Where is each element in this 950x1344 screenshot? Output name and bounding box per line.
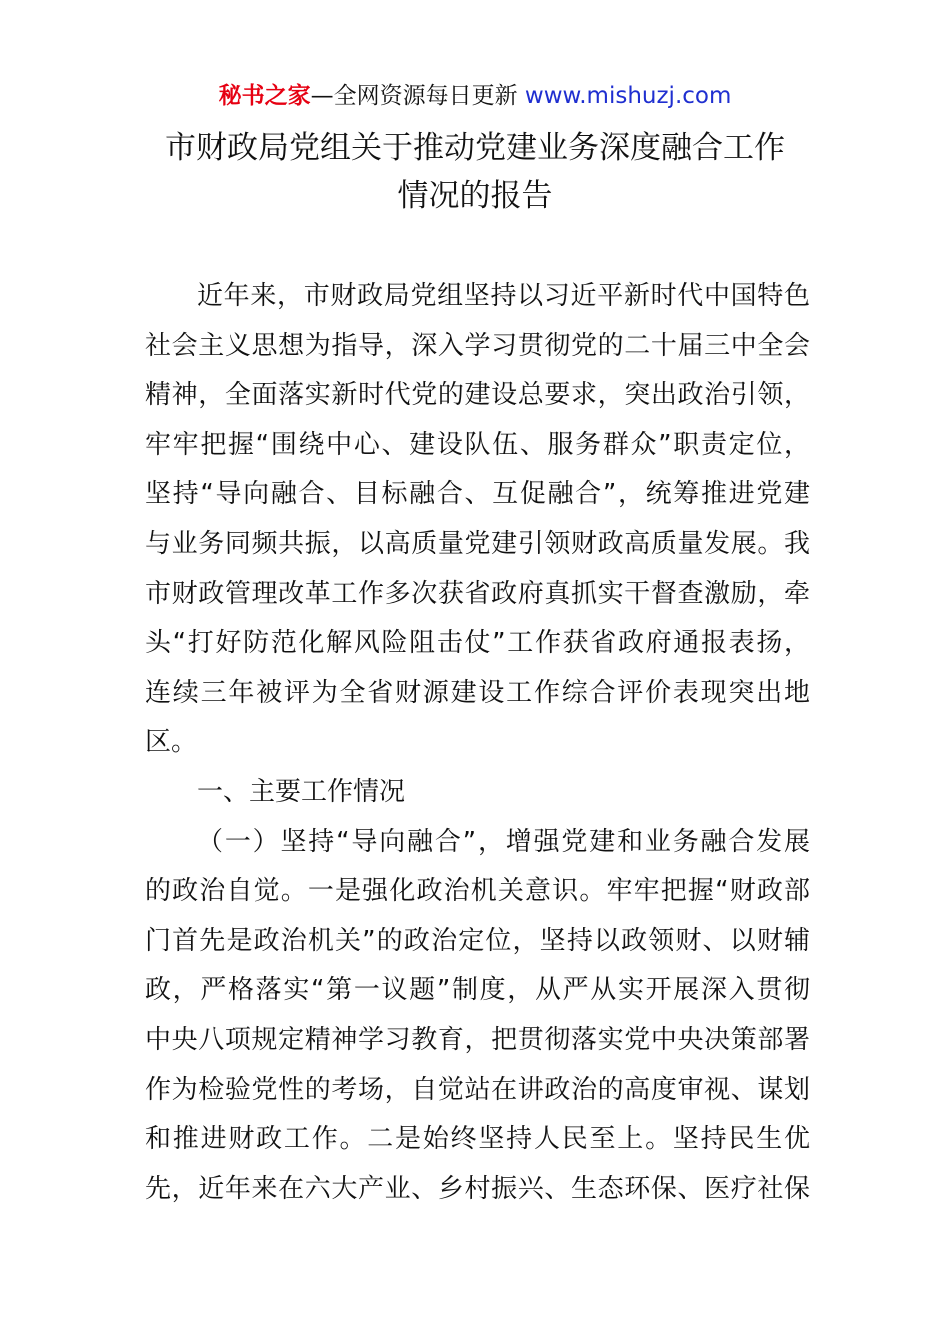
paragraph-intro-line: 市财政管理改革工作多次获省政府真抓实干督查激励，牵: [145, 578, 810, 609]
section-heading: 一、主要工作情况: [197, 776, 406, 807]
paragraph-intro-line: 区。: [145, 727, 198, 758]
paragraph-section-line: 中央八项规定精神学习教育，把贯彻落实党中央决策部署: [145, 1024, 810, 1055]
paragraph-intro-line: 近年来，市财政局党组坚持以习近平新时代中国特色: [197, 281, 810, 311]
paragraph-intro-line: 连续三年被评为全省财源建设工作综合评价表现突出地: [145, 677, 810, 708]
paragraph-section-line: 和推进财政工作。二是始终坚持人民至上。坚持民生优: [145, 1124, 810, 1155]
paragraph-section-line: 作为检验党性的考场，自觉站在讲政治的高度审视、谋划: [145, 1074, 810, 1105]
document-title: [100, 124, 850, 220]
paragraph-intro-line: 精神，全面落实新时代党的建设总要求，突出政治引领，: [145, 380, 810, 411]
site-brand: 秘书之家: [218, 83, 311, 109]
paragraph-intro-line: 牢牢把握“围绕中心、建设队伍、服务群众”职责定位，: [145, 429, 810, 460]
paragraph-intro-line: 社会主义思想为指导，深入学习贯彻党的二十届三中全会: [145, 330, 810, 361]
paragraph-section-line: 门首先是政治机关”的政治定位，坚持以政领财、以财辅: [145, 925, 810, 956]
paragraph-section-line: 先，近年来在六大产业、乡村振兴、生态环保、医疗社保: [145, 1173, 810, 1204]
site-tagline: —全网资源每日更新: [310, 83, 518, 109]
site-url-link[interactable]: www.mishuzj.com: [524, 83, 732, 109]
paragraph-intro-line: 坚持“导向融合、目标融合、互促融合”，统筹推进党建: [145, 479, 810, 510]
site-header: [0, 80, 950, 112]
paragraph-section-line: 政，严格落实“第一议题”制度，从严从实开展深入贯彻: [145, 975, 810, 1006]
document-body: [145, 272, 810, 1214]
paragraph-section-line: （一）坚持“导向融合”，增强党建和业务融合发展: [197, 826, 810, 857]
document-title-line-1: 市财政局党组关于推动党建业务深度融合工作: [165, 130, 785, 166]
paragraph-intro-line: 与业务同频共振，以高质量党建引领财政高质量发展。我: [145, 528, 810, 559]
paragraph-intro-line: 头“打好防范化解风险阻击仗”工作获省政府通报表扬，: [145, 628, 810, 659]
paragraph-section-line: 的政治自觉。一是强化政治机关意识。牢牢把握“财政部: [145, 876, 810, 907]
document-title-line-2: 情况的报告: [397, 178, 553, 214]
